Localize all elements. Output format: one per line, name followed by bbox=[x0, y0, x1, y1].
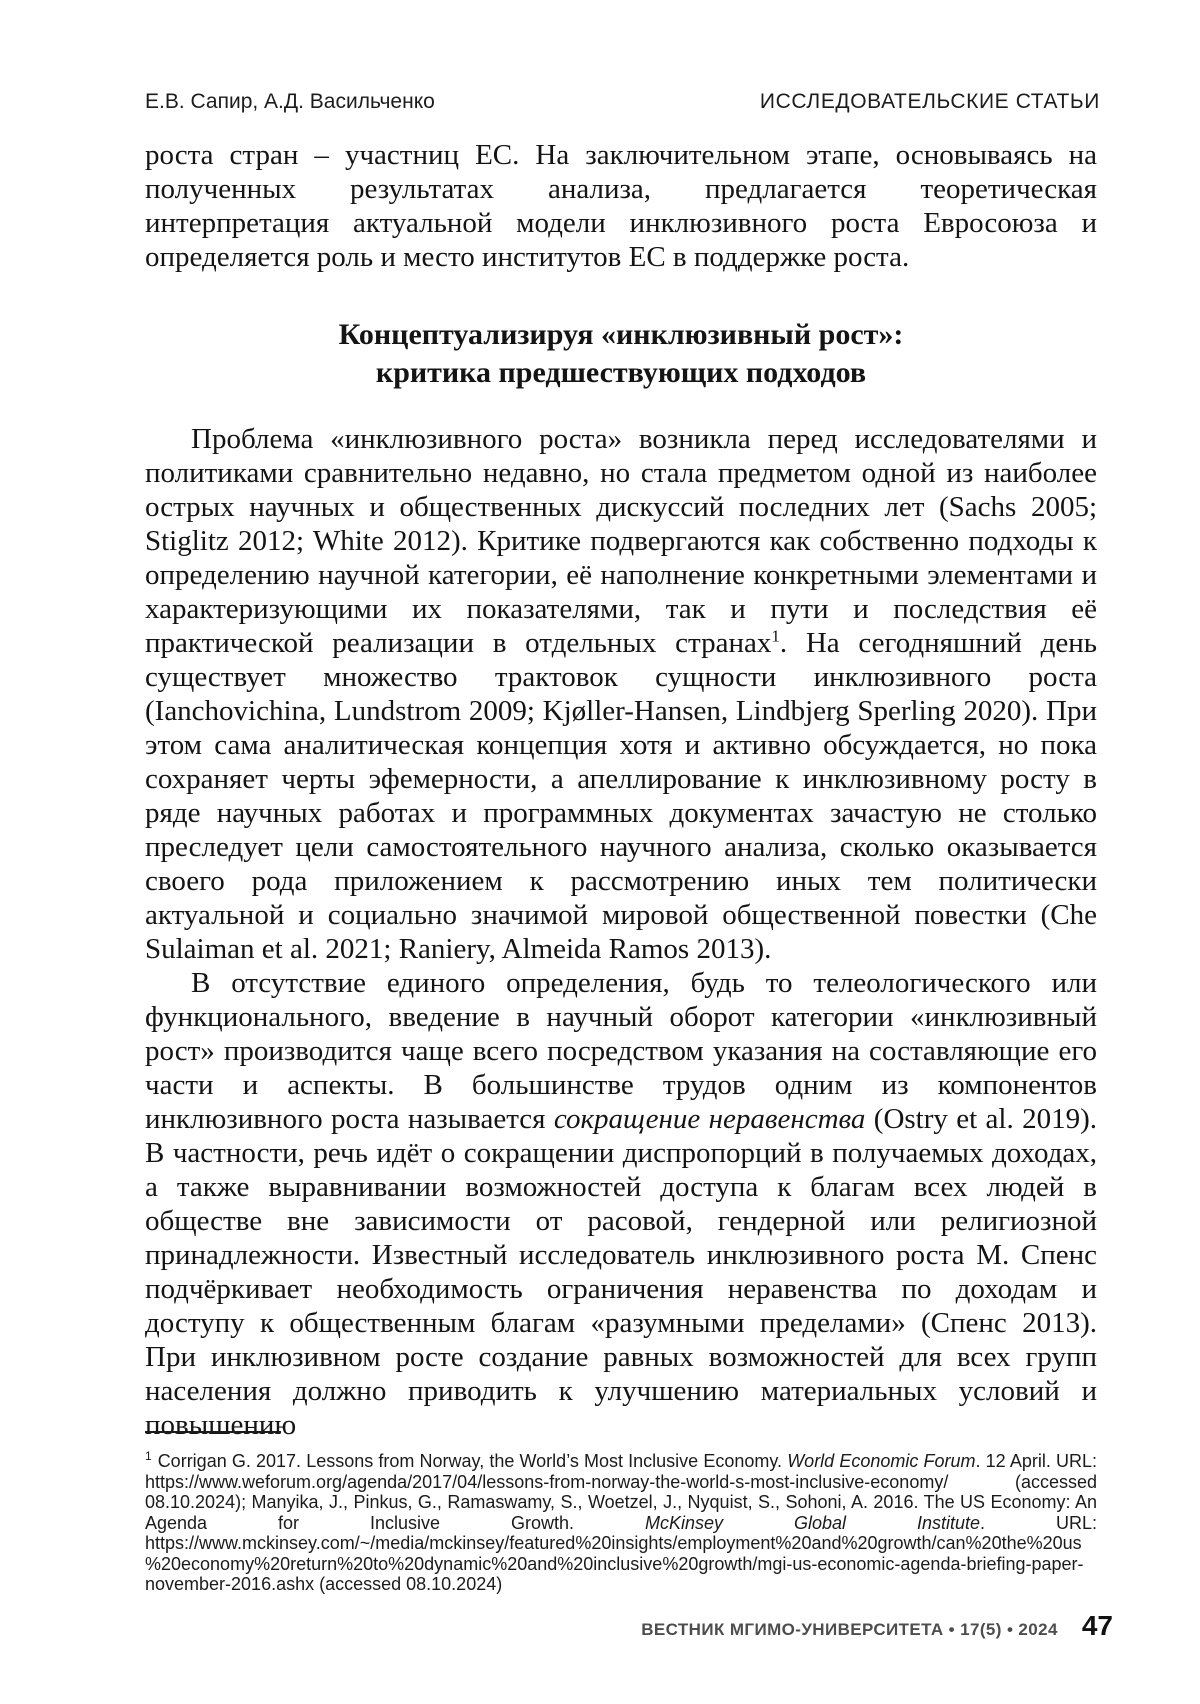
paragraph-3-text: В отсутствие единого определения, будь то телеологического или функционального, введение в научный оборот категории «инклюзивный рост» производится чаще всего посредством указания на составляющие его части и аспекты. В большинстве трудов одним из компонентов инклюзивного роста называется bbox=[145, 967, 1097, 1135]
section-heading bbox=[145, 316, 1097, 392]
section-heading-line-1: Концептуализируя «инклюзивный рост»: bbox=[338, 318, 904, 351]
paragraph-2 bbox=[145, 422, 1097, 966]
paragraph-2-text: Проблема «инклюзивного роста» возникла перед исследователями и политиками сравнительно недавно, но стала предметом одной из наиболее острых научных и общественных дискуссий последних лет (Sachs 2005; Stiglitz 2012; White 2012). Критике подвергаются как собственно подходы к определению научной категории, её наполнение конкретными элементами и характеризующими их показателями, так и пути и последствия её практической реализации в отдельных странах bbox=[145, 423, 1097, 659]
paragraph-continuation: роста стран – участниц ЕС. На заключительном этапе, основываясь на полученных результатах анализа, предлагается теоретическая интерпретация актуальной модели инклюзивного роста Евросоюза и определяется роль и место институтов ЕС в поддержке роста. bbox=[145, 139, 1097, 273]
footnote-1-text-2: . 12 April. URL: https://www.weforum.org/agenda/2017/04/lessons-from-norway-the-world-s-most-inclusive-economy/ (accessed 08.10.2024); Manyika, J., Pinkus, G., Ramaswamy, S., Woetzel, J., Nyquist, S., Sohoni, A. 2016. The US Economy: An Agenda for Inclusive Growth. bbox=[145, 1451, 1097, 1533]
header-authors: Е.В. Сапир, А.Д. Васильченко bbox=[145, 90, 435, 113]
footnote-1-source-italic: World Economic Forum bbox=[787, 1451, 976, 1471]
footnote-1-marker: 1 bbox=[145, 1449, 152, 1463]
running-header bbox=[145, 90, 1100, 114]
paragraph-2-text-continued: . На сегодняшний день существует множество трактовок сущности инклюзивного роста (Ianchovichina, Lundstrom 2009; Kjøller-Hansen, Lindbjerg Sperling 2020). При этом сама аналитическая концепция хотя и активно обсуждается, но пока сохраняет черты эфемерности, а апеллирование к инклюзивному росту в ряде научных работах и программных документах зачастую не столько преследует цели самостоятельного научного анализа, сколько оказывается своего рода приложением к рассмотрению иных тем политически актуальной и социально значимой мировой общественной повестки (Che Sulaiman et al. 2021; Raniery, Almeida Ramos 2013). bbox=[145, 627, 1097, 965]
footer-journal-line: ВЕСТНИК МГИМО-УНИВЕРСИТЕТА • 17(5) • 2024 bbox=[641, 1620, 1058, 1639]
footnote-1-source-italic-2: McKinsey Global Institute bbox=[644, 1512, 981, 1533]
footnote-1-text: Corrigan G. 2017. Lessons from Norway, the World’s Most Inclusive Economy. bbox=[157, 1451, 788, 1471]
footer-page-number: 47 bbox=[1081, 1610, 1113, 1641]
footnote-reference-1: 1 bbox=[771, 626, 780, 646]
footnote-1 bbox=[145, 1451, 1097, 1595]
paragraph-3 bbox=[145, 966, 1097, 1442]
footnote-separator-rule bbox=[145, 1431, 281, 1433]
article-body bbox=[145, 138, 1097, 1442]
footnote-block bbox=[145, 1431, 1097, 1613]
page-footer bbox=[641, 1610, 1113, 1642]
section-heading-line-2: критика предшествующих подходов bbox=[375, 356, 867, 389]
header-section-label: ИССЛЕДОВАТЕЛЬСКИЕ СТАТЬИ bbox=[759, 90, 1100, 113]
paragraph-3-italic-term: сокращение неравенства bbox=[553, 1103, 866, 1135]
paragraph-3-text-continued: (Ostry et al. 2019). В частности, речь идёт о сокращении диспропорций в получаемых доходах, а также выравнивании возможностей доступа к благам всех людей в обществе вне зависимости от расовой, гендерной или религиозной принадлежности. Известный исследователь инклюзивного роста М. Спенс подчёркивает необходимость ограничения неравенства по доходам и доступу к общественным благам «разумными пределами» (Спенс 2013). При инклюзивном росте создание равных возможностей для всех групп населения должно приводить к улучшению материальных условий и повышению bbox=[145, 1103, 1097, 1441]
footnote-1-text-3: . URL: https://www.mckinsey.com/~/media/mckinsey/featured%20insights/employment%20and%20growth/can%20the%20us%20economy%20return%20to%20dynamic%20and%20inclusive%20growth/mgi-us-economic-agenda-briefing-paper-november-2016.ashx (accessed 08.10.2024) bbox=[145, 1512, 1097, 1594]
